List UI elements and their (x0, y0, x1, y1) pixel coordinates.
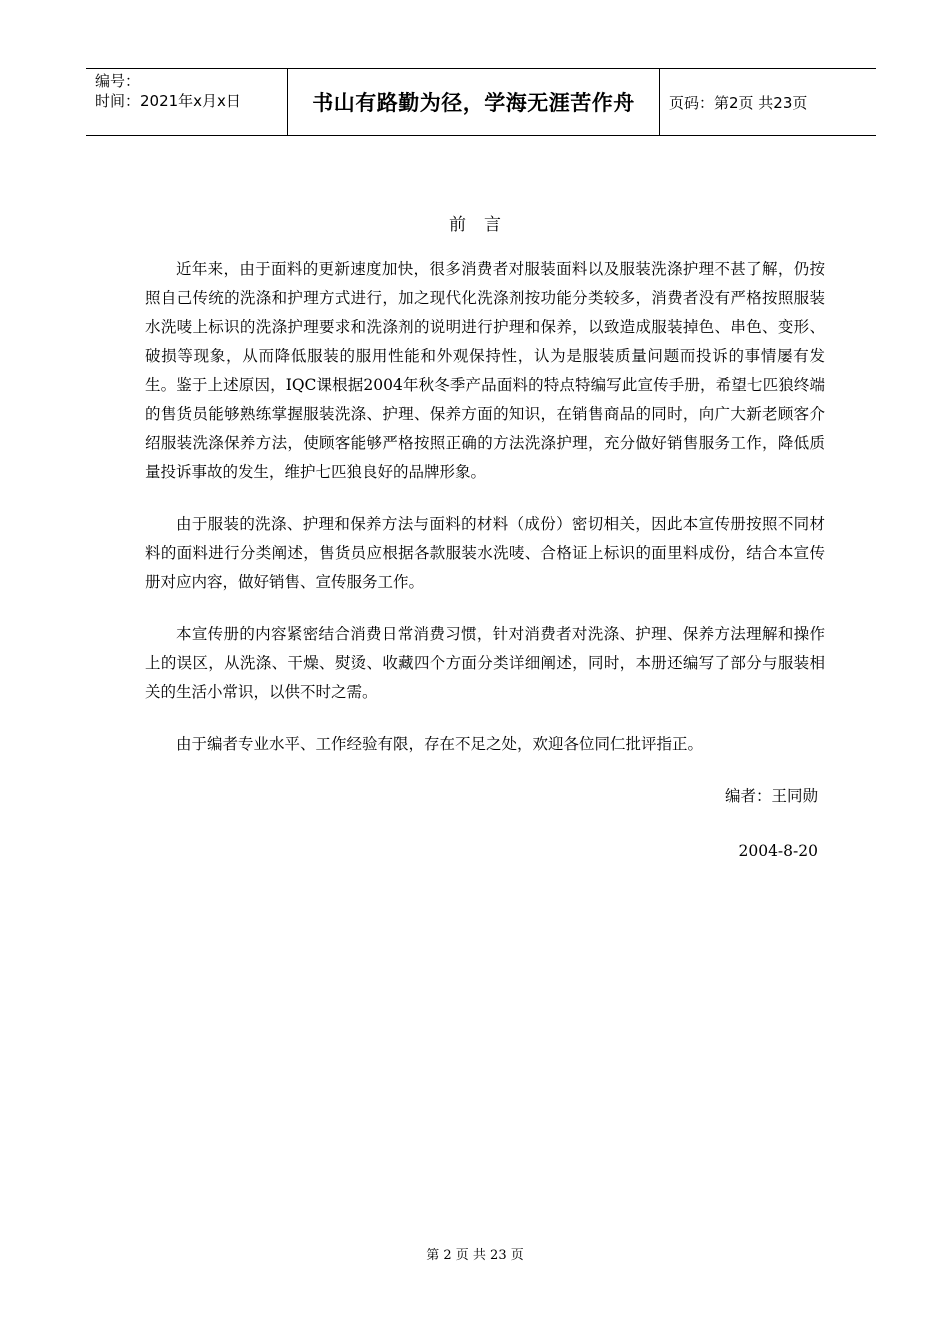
paragraph-2: 由于服装的洗涤、护理和保养方法与面料的材料（成份）密切相关，因此本宣传册按照不同材料的面料进行分类阐述，售货员应根据各款服装水洗唛、合格证上标识的面里料成份，结合本宣传册对应内容，做好销售、宣传服务工作。 (145, 515, 825, 591)
paragraph-1: 近年来，由于面料的更新速度加快，很多消费者对服装面料以及服装洗涤护理不甚了解，仍按照自己传统的洗涤和护理方式进行，加之现代化洗涤剂按功能分类较多，消费者没有严格按照服装水洗唛上标识的洗涤护理要求和洗涤剂的说明进行护理和保养，以致造成服装掉色、串色、变形、破损等现象，从而降低服装的服用性能和外观保持性，认为是服装质量问题而投诉的事情屡有发生。鉴于上述原因，IQC课根据2004年秋冬季产品面料的特点特编写此宣传手册，希望七匹狼终端的售货员能够熟练掌握服装洗涤、护理、保养方面的知识，在销售商品的同时，向广大新老顾客介绍服装洗涤保养方法，使顾客能够严格按照正确的方法洗涤护理，充分做好销售服务工作，降低质量投诉事故的发生，维护七匹狼良好的品牌形象。 (145, 260, 825, 481)
author-signature: 编者：王同勋 (724, 787, 818, 805)
header-page-number: 页码：第2页 共23页 (669, 93, 808, 112)
document-title: 前言 (449, 215, 519, 235)
header-meta (86, 69, 288, 135)
document-number-label: 编号： (95, 72, 141, 90)
document-time-label: 时间：2021年x月x日 (95, 92, 241, 110)
paragraph-4: 由于编者专业水平、工作经验有限，存在不足之处，欢迎各位同仁批评指正。 (176, 735, 704, 753)
page-footer: 第 2 页 共 23 页 (426, 1248, 524, 1263)
document-body (145, 255, 825, 866)
page-header (86, 68, 876, 136)
header-motto: 书山有路勤为径，学海无涯苦作舟 (288, 69, 660, 135)
document-date: 2004-8-20 (738, 842, 818, 860)
paragraph-3: 本宣传册的内容紧密结合消费日常消费习惯，针对消费者对洗涤、护理、保养方法理解和操作上的误区，从洗涤、干燥、熨烫、收藏四个方面分类详细阐述，同时，本册还编写了部分与服装相关的生活小常识，以供不时之需。 (145, 625, 825, 701)
